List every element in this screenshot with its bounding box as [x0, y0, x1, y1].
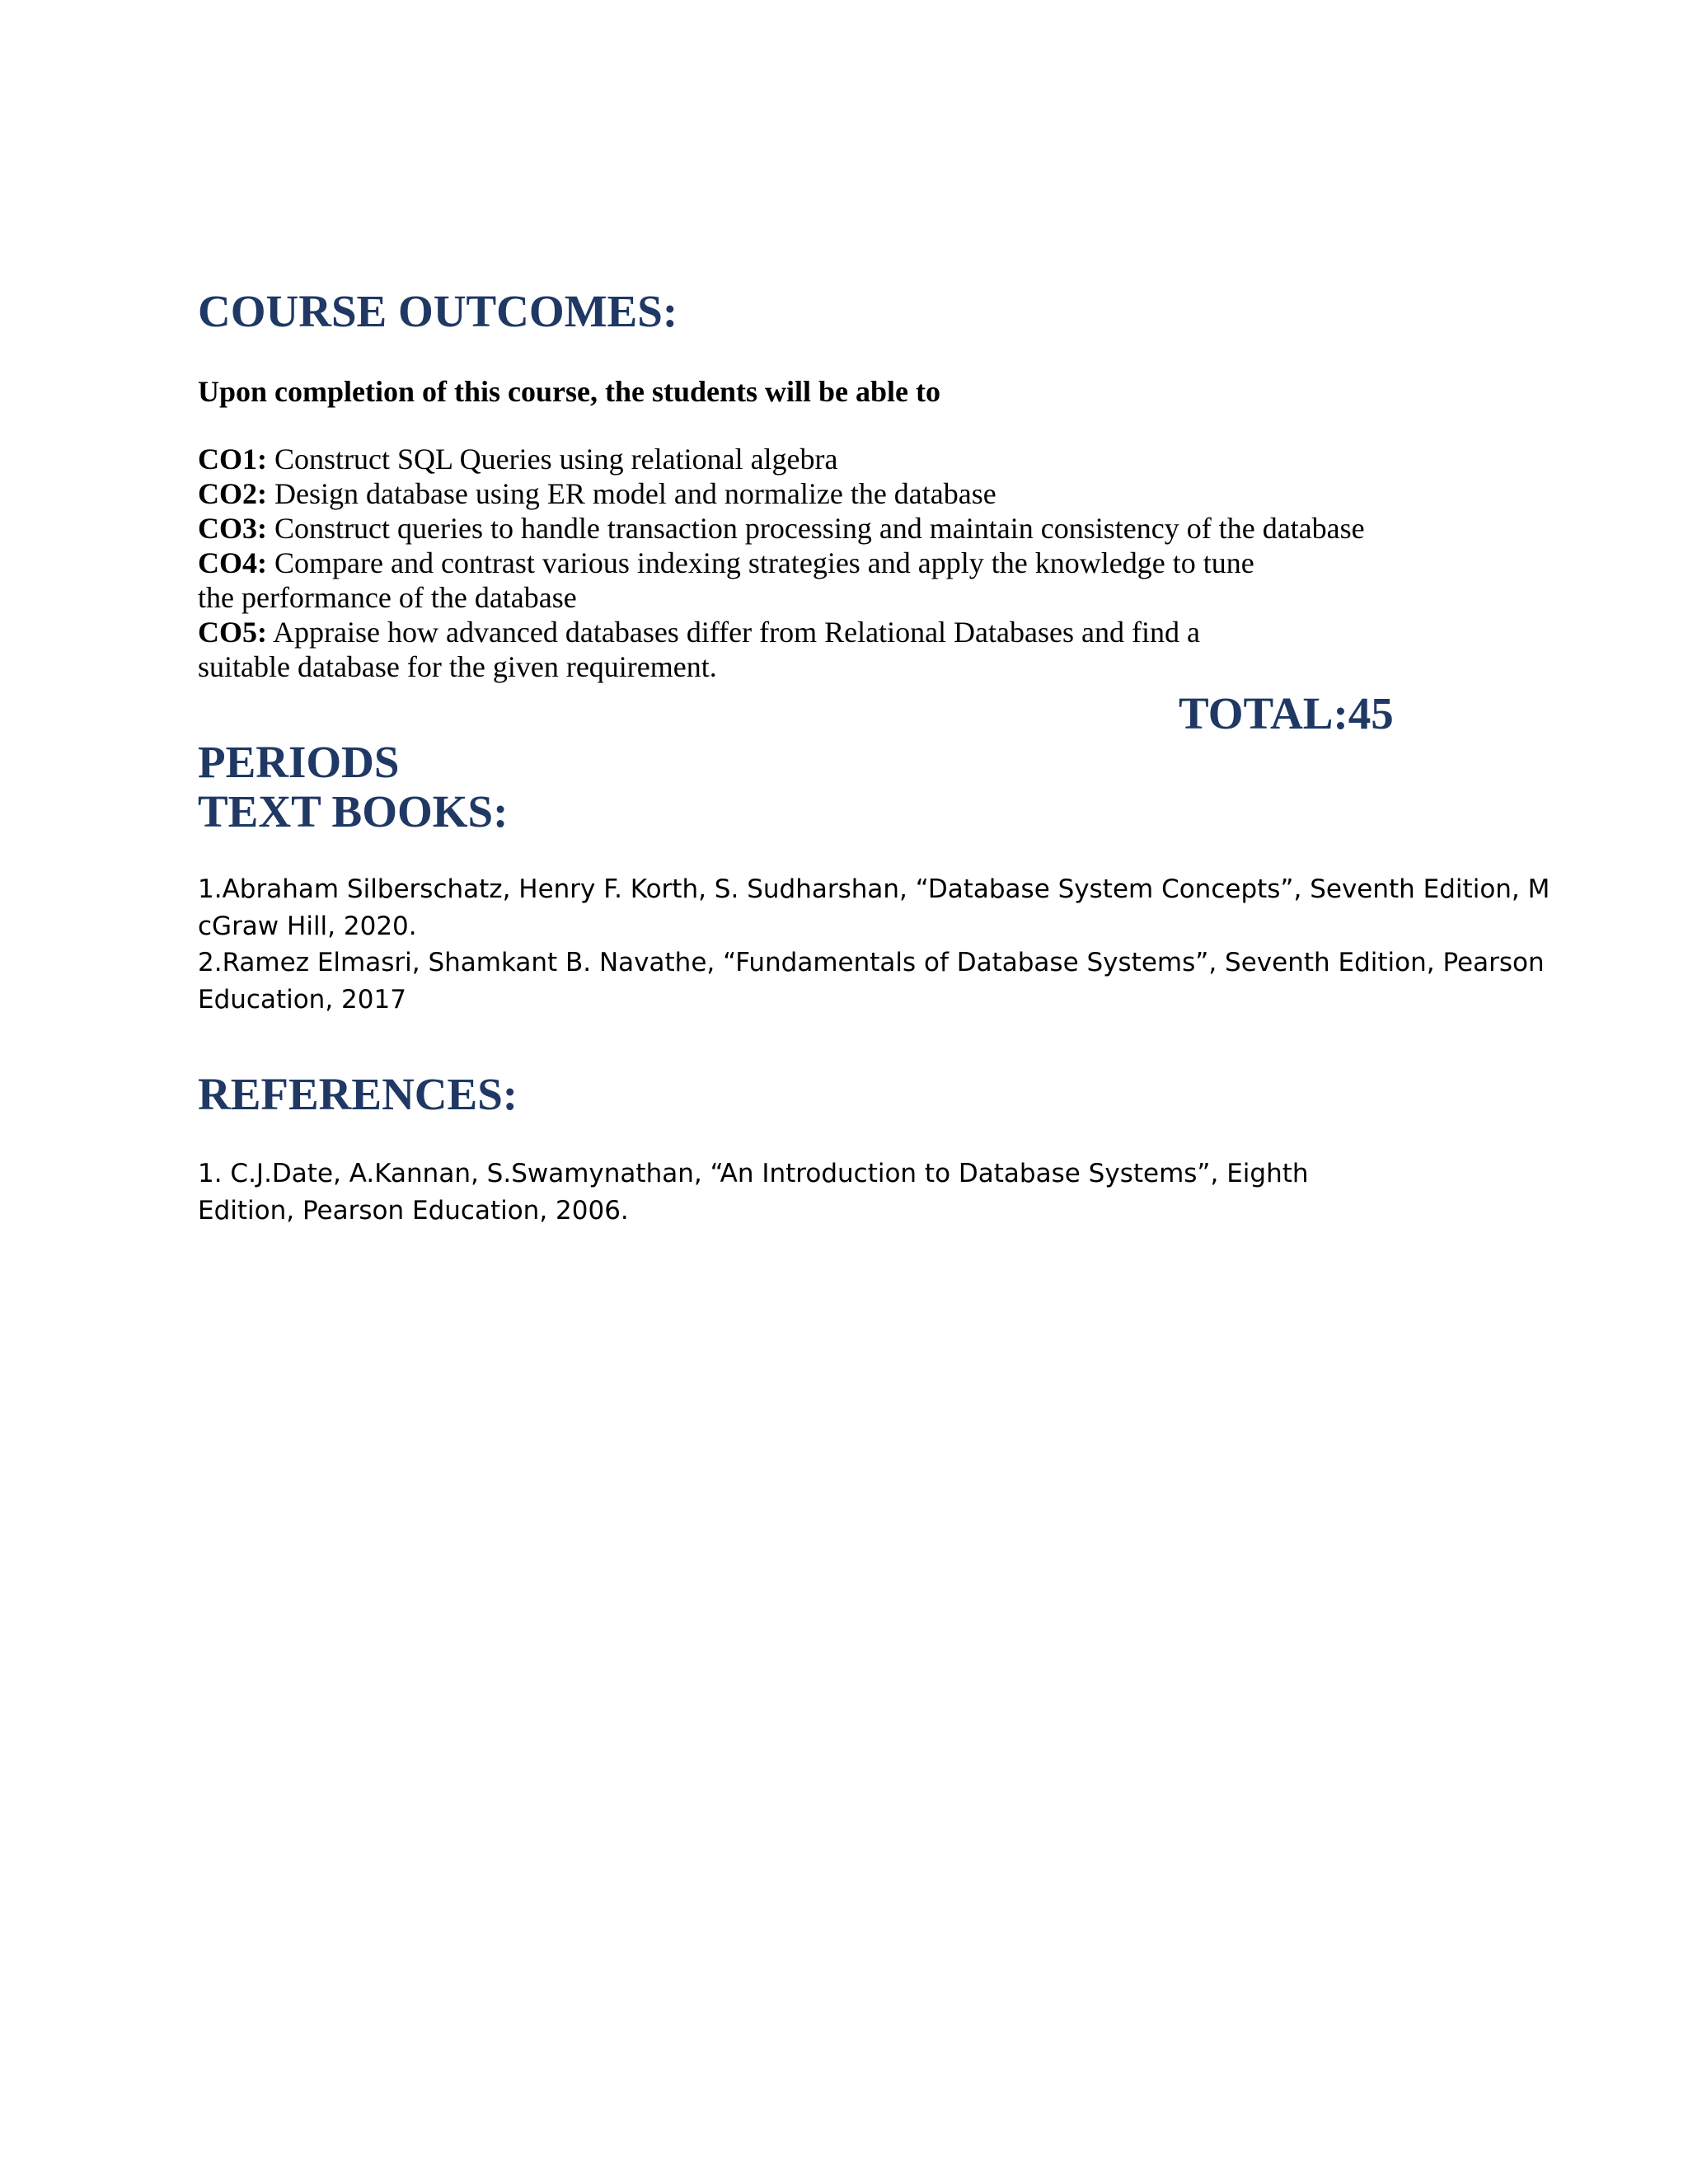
course-outcomes-list	[198, 442, 1365, 684]
co4-continuation: the performance of the database	[198, 581, 577, 614]
co3-item	[198, 511, 1365, 546]
text-book-line: cGraw Hill, 2020.	[198, 911, 417, 941]
reference-line: 1. C.J.Date, A.Kannan, S.Swamynathan, “An Introduction to Database Systems”, Eighth	[198, 1159, 1309, 1188]
text-book-line: 1.Abraham Silberschatz, Henry F. Korth, S. Sudharshan, “Database System Concepts”, Seventh Edition, M	[198, 874, 1550, 904]
co2-item	[198, 476, 1365, 511]
references-heading: REFERENCES:	[198, 1069, 518, 1119]
co4-item	[198, 546, 1365, 580]
co3-text: Construct queries to handle transaction processing and maintain consistency of the database	[267, 512, 1365, 545]
co3-label: CO3:	[198, 512, 267, 545]
co1-label: CO1:	[198, 443, 267, 476]
co1-item	[198, 442, 1365, 476]
co2-label: CO2:	[198, 477, 267, 510]
total-label: TOTAL:45	[1179, 688, 1394, 738]
course-outcomes-intro: Upon completion of this course, the students will be able to	[198, 375, 941, 408]
co4-label: CO4:	[198, 546, 267, 579]
co5-item	[198, 615, 1365, 649]
text-books-list	[198, 871, 1550, 1018]
co5-label: CO5:	[198, 616, 267, 649]
co5-text: Appraise how advanced databases differ from Relational Databases and find a	[267, 616, 1200, 649]
references-list	[198, 1155, 1309, 1229]
text-books-heading: TEXT BOOKS:	[198, 786, 509, 837]
text-book-line: Education, 2017	[198, 984, 406, 1015]
reference-line: Edition, Pearson Education, 2006.	[198, 1195, 629, 1226]
co4-text: Compare and contrast various indexing strategies and apply the knowledge to tune	[267, 546, 1254, 579]
course-outcomes-heading: COURSE OUTCOMES:	[198, 286, 678, 336]
co1-text: Construct SQL Queries using relational algebra	[267, 443, 838, 476]
co2-text: Design database using ER model and normalize the database	[267, 477, 996, 510]
co5-continuation: suitable database for the given requirement.	[198, 650, 717, 683]
periods-label: PERIODS	[198, 737, 400, 787]
text-book-line: 2.Ramez Elmasri, Shamkant B. Navathe, “Fundamentals of Database Systems”, Seventh Edition, Pearson	[198, 948, 1545, 977]
